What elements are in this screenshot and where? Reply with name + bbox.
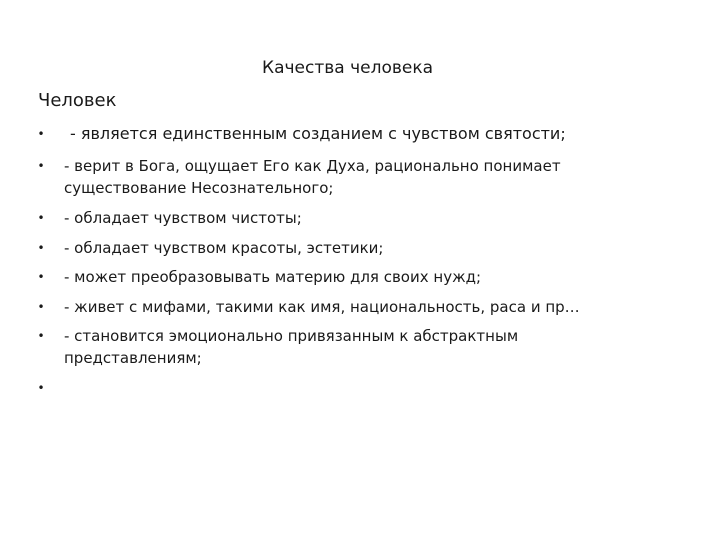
bullet-icon: • — [37, 300, 45, 314]
bullet-icon: • — [37, 329, 45, 343]
list-item-text: - является единственным созданием с чувством святости; — [70, 124, 566, 143]
bullet-icon: • — [37, 159, 45, 173]
section-heading: Человек — [38, 90, 117, 111]
list-item-text: - живет с мифами, такими как имя, национальность, раса и пр… — [64, 298, 580, 316]
list-item-text: - обладает чувством красоты, эстетики; — [64, 239, 384, 257]
list-item-text: - может преобразовывать материю для своих нужд; — [64, 268, 482, 286]
bullet-icon: • — [37, 127, 45, 141]
bullet-icon: • — [37, 381, 45, 395]
list-item-text: - обладает чувством чистоты; — [64, 209, 302, 227]
bullet-icon: • — [37, 211, 45, 225]
slide-title: Качества человека — [262, 58, 434, 78]
list-item-text: - верит в Бога, ощущает Его как Духа, рационально понимает существование Несознательного; — [64, 157, 561, 197]
list-item-text: - становится эмоционально привязанным к абстрактным представлениям; — [64, 327, 519, 367]
bullet-icon: • — [37, 241, 45, 255]
bullet-icon: • — [37, 270, 45, 284]
